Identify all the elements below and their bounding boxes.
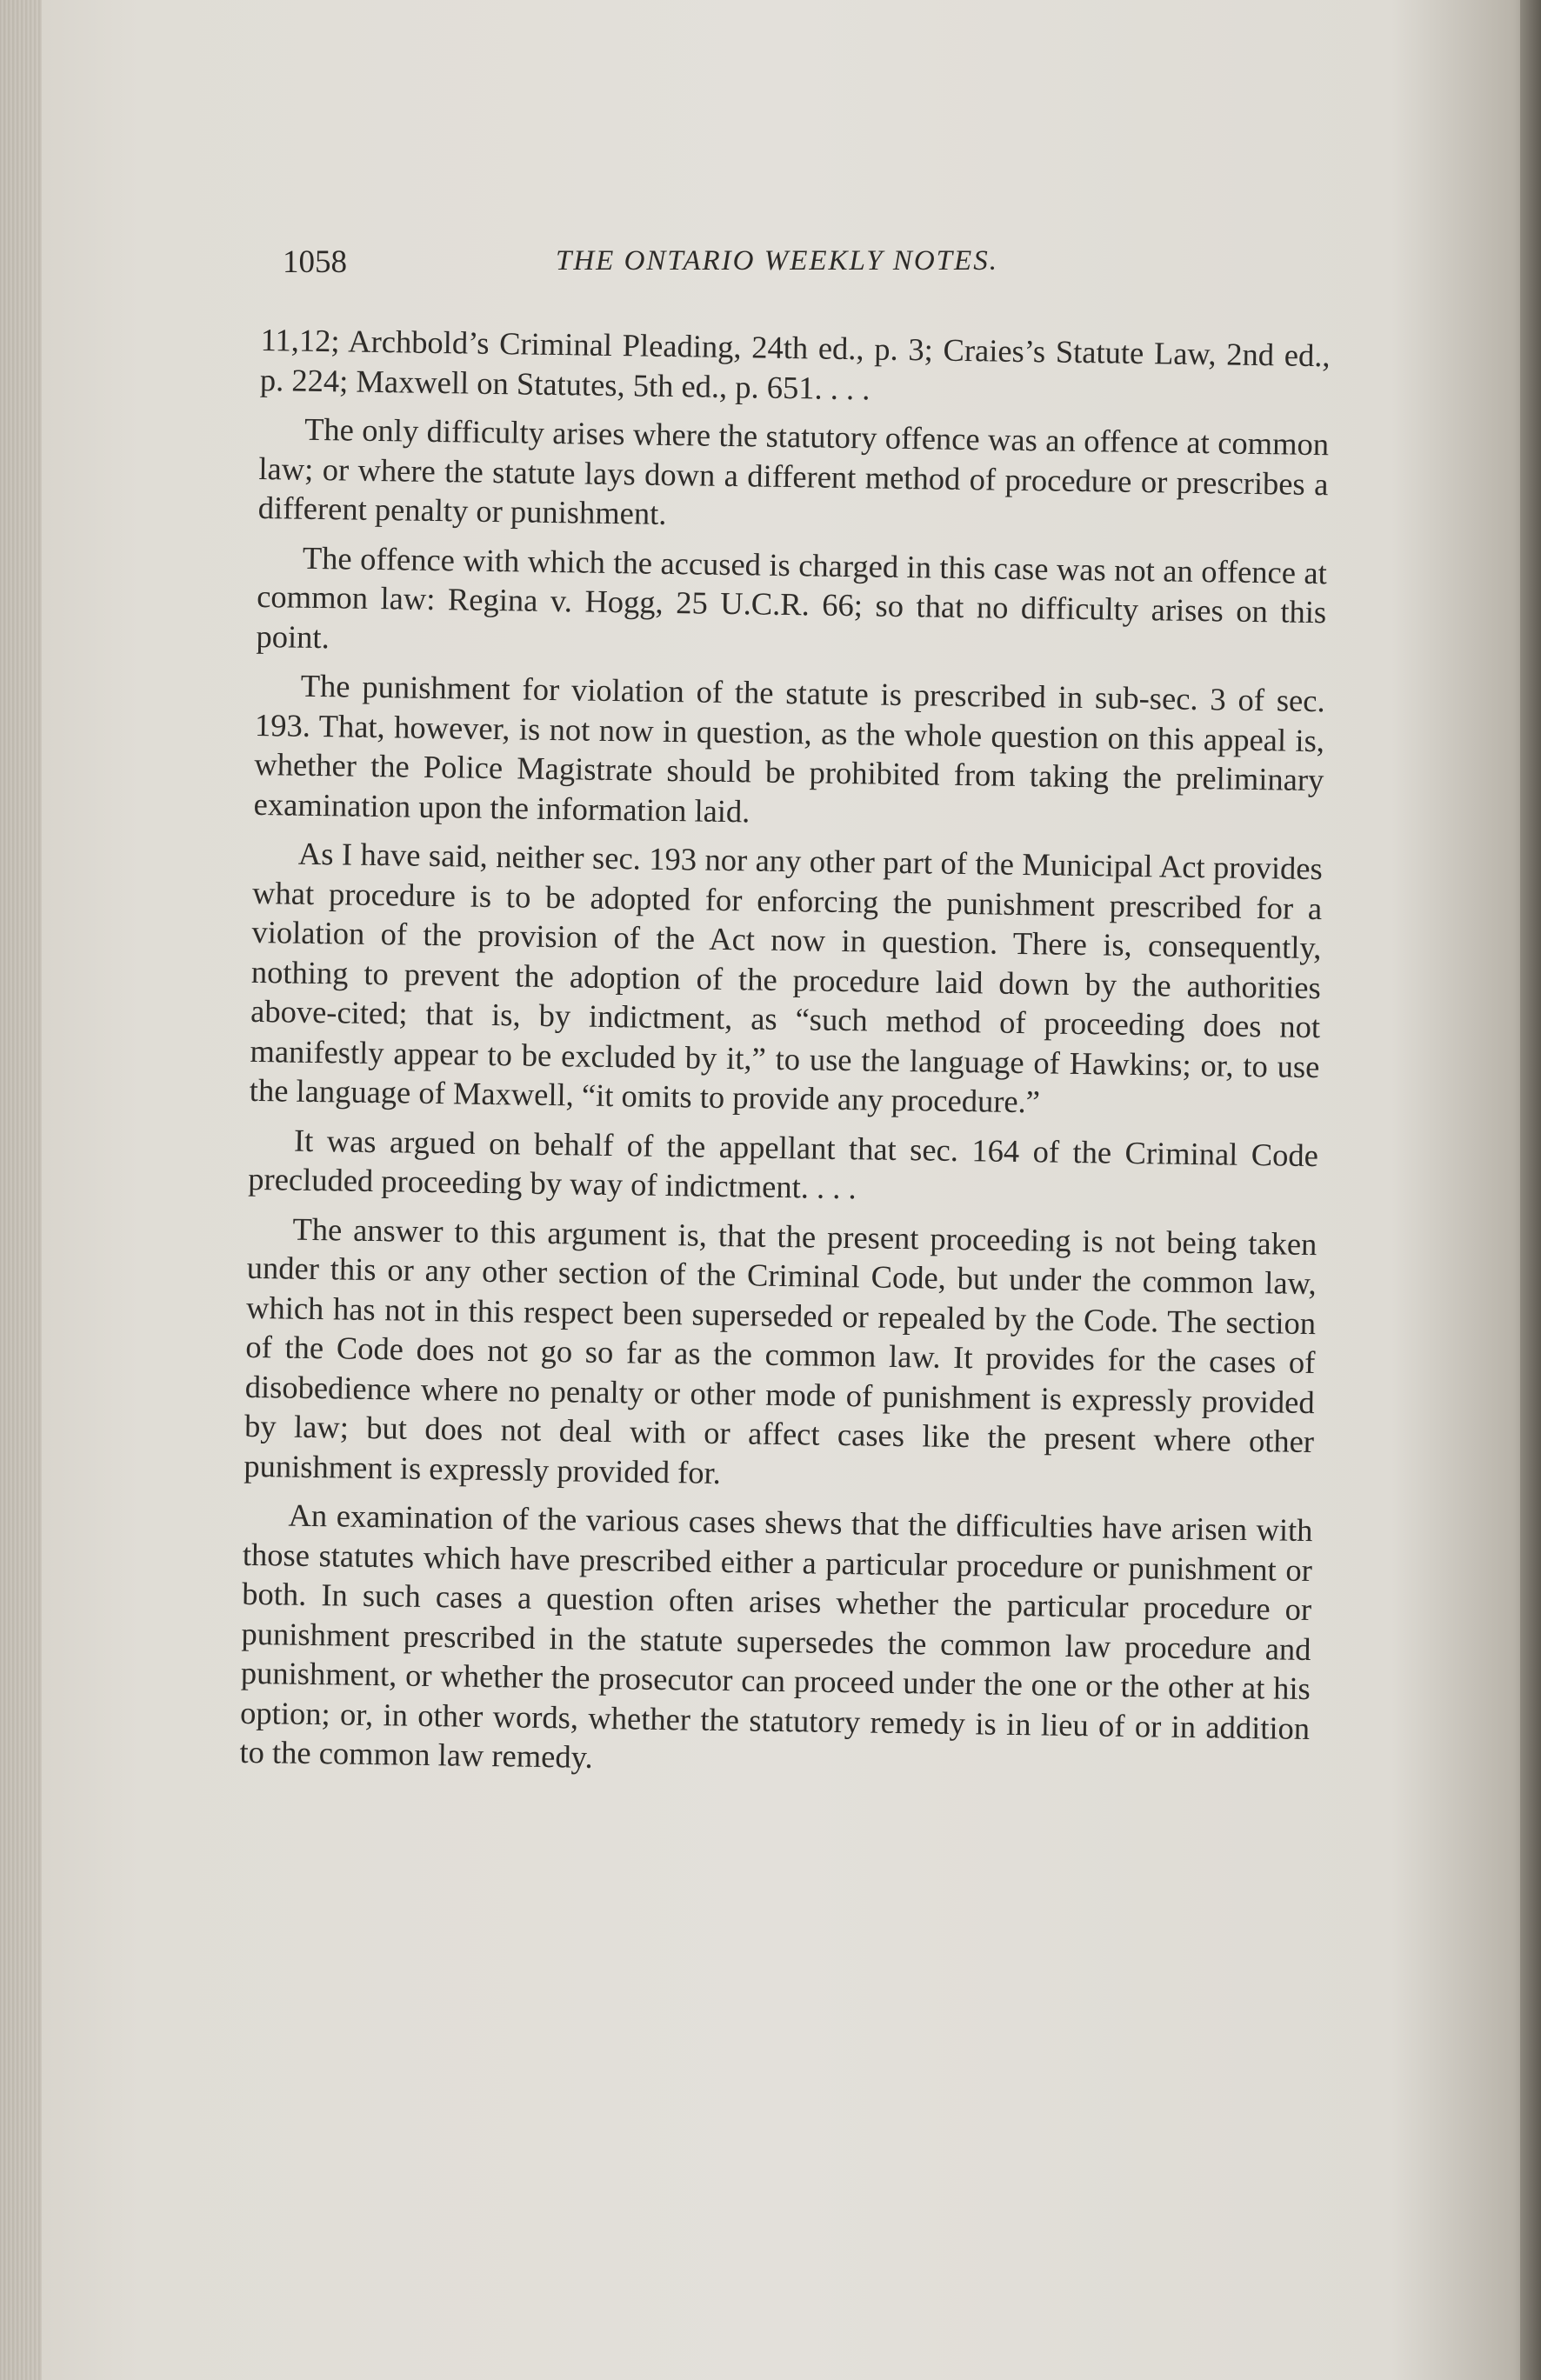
paragraph: The punishment for violation of the statute is prescribed in sub-sec. 3 of sec. 193. That, however, is not now in question, as the whole question on this appeal is, whether the Police Magistrate should be prohibited from taking the preliminary examination upon the information laid.: [253, 667, 1325, 829]
paragraph: The offence with which the accused is charged in this case was not an offence at common law: Regina v. Hogg, 25 U.C.R. 66; so that no difficulty arises on this point.: [256, 539, 1328, 655]
paragraph: The answer to this argument is, that the present proceeding is not being taken under this or any other section of the Criminal Code, but under the common law, which has not in this respect been superseded or repealed by the Code. The section of the Code does not go so far as the common law. It provides for the cases of disobedience where no penalty or other mode of punishment is expressly provided by law; but does not deal with or affect cases like the present where other punishment is expressly provided for.: [243, 1210, 1318, 1490]
body-text: [239, 320, 1331, 1797]
running-title: THE ONTARIO WEEKLY NOTES.: [556, 245, 998, 277]
page-number: 1058: [283, 244, 347, 280]
page-right-edge: [1520, 0, 1541, 2380]
paragraph: As I have said, neither sec. 193 nor any other part of the Municipal Act provides what procedure is to be adopted for enforcing the punishment prescribed for a violation of the provision of the Act now in question. There is, consequently, nothing to prevent the adoption of the procedure laid down by the authorities above-cited; that is, by indictment, as “such method of proceeding does not manifestly appear to be excluded by it,” to use the language of Hawkins; or, to use the language of Maxwell, “it omits to provide any procedure.”: [249, 835, 1324, 1120]
paragraph: An examination of the various cases shews that the difficulties have arisen with those statutes which have prescribed either a particular procedure or punishment or both. In such cases a question often arises whether the particular procedure or punishment prescribed in the statute supersedes the common law procedure and punishment, or whether the prosecutor can proceed under the one or the other at his option; or, in other words, whether the statutory remedy is in lieu of or in addition to the common law remedy.: [239, 1497, 1313, 1775]
page-spine-edge: [0, 0, 42, 2380]
paragraph: It was argued on behalf of the appellant that sec. 164 of the Criminal Code precluded proceeding by way of indictment. . . .: [248, 1122, 1319, 1206]
paragraph: The only difficulty arises where the statutory offence was an offence at common law; or where the statute lays down a different method of procedure or prescribes a different penalty or punishment.: [257, 410, 1330, 531]
page-header: [283, 243, 1352, 296]
paragraph-citation-continuation: 11,12; Archbold’s Criminal Pleading, 24th ed., p. 3; Craies’s Statute Law, 2nd ed., p. 224; Maxwell on Statutes, 5th ed., p. 651. . . .: [259, 321, 1331, 406]
